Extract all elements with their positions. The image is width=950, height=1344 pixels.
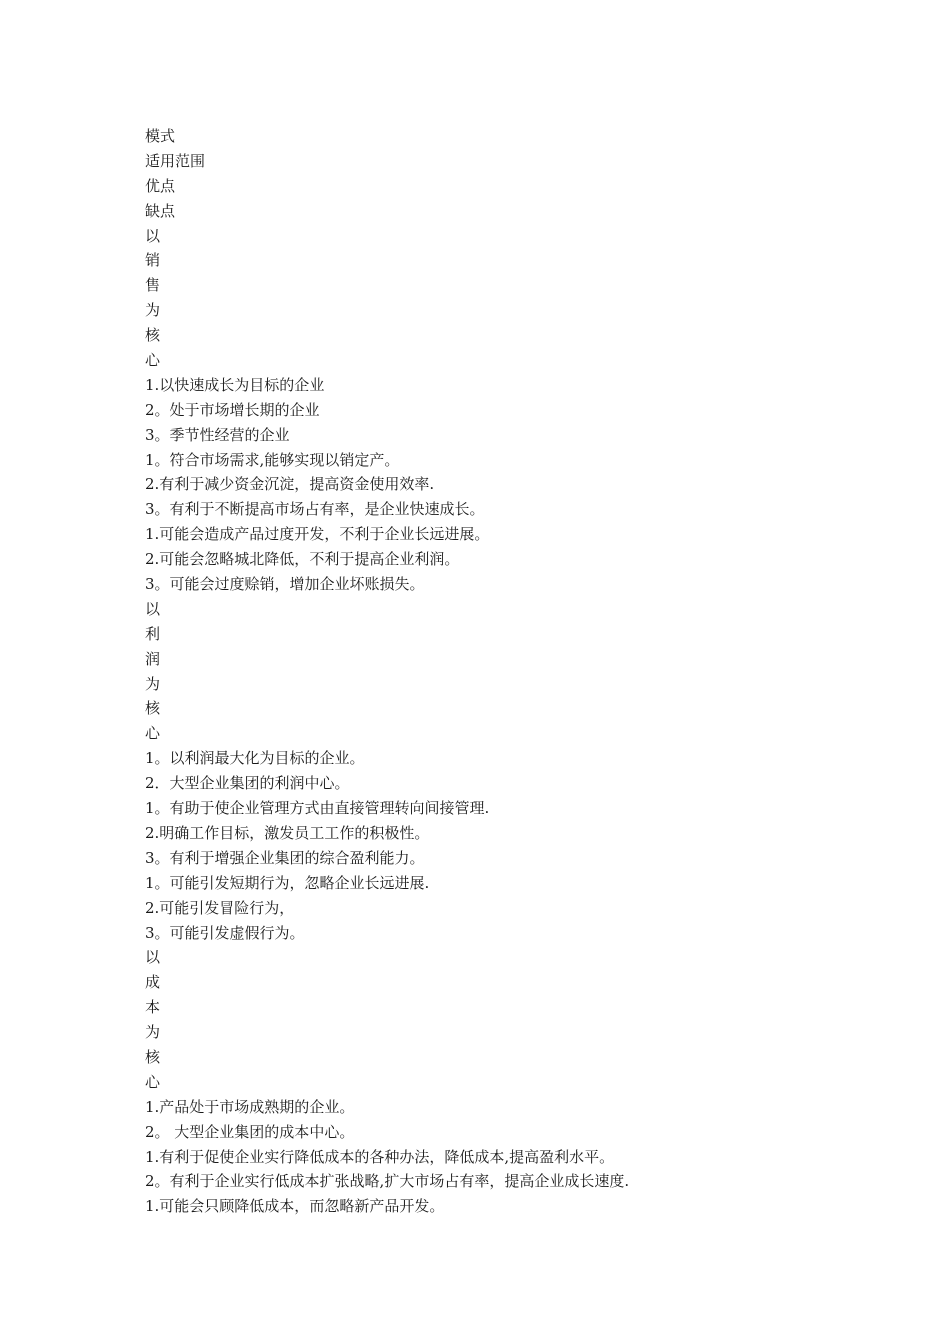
text-line: 为 (145, 1023, 161, 1042)
text-line: 以 (145, 599, 161, 618)
text-line: 模式 (145, 127, 176, 145)
text-line: 3。可能引发虚假行为。 (145, 923, 305, 942)
text-line: 核 (145, 699, 161, 718)
text-line: 3。季节性经营的企业 (145, 425, 290, 444)
text-line: 1.可能会造成产品过度开发，不利于企业长远进展。 (145, 525, 490, 544)
text-line: 为 (145, 674, 161, 693)
document-body (145, 124, 845, 1219)
text-line: 1.可能会只顾降低成本，而忽略新产品开发。 (145, 1197, 445, 1216)
text-line: 2。处于市场增长期的企业 (145, 400, 320, 419)
text-line: 2.有利于减少资金沉淀，提高资金使用效率. (145, 475, 435, 494)
text-line: 3。有利于增强企业集团的综合盈利能力。 (145, 848, 425, 867)
text-line: 2.可能会忽略城北降低，不利于提高企业利润。 (145, 550, 460, 569)
text-line: 2.可能引发冒险行为， (145, 898, 295, 917)
text-line: 核 (145, 1047, 161, 1066)
text-line: 2.明确工作目标，激发员工工作的积极性。 (145, 823, 430, 842)
text-line: 为 (145, 301, 161, 320)
text-line: 本 (145, 998, 161, 1017)
text-line: 心 (145, 1072, 161, 1091)
text-line: 1.有利于促使企业实行降低成本的各种办法，降低成本,提高盈利水平。 (145, 1147, 615, 1166)
text-line: 以 (145, 948, 161, 967)
text-line: 优点 (145, 176, 176, 195)
text-line: 成 (145, 973, 161, 992)
text-line: 适用范围 (145, 151, 206, 170)
text-line: 核 (145, 326, 161, 345)
text-line: 2。 大型企业集团的成本中心。 (145, 1122, 355, 1141)
text-line: 缺点 (145, 201, 176, 220)
text-line: 1。可能引发短期行为，忽略企业长远进展. (145, 873, 430, 892)
text-line: 以 (145, 226, 161, 245)
text-line: 2。有利于企业实行低成本扩张战略,扩大市场占有率，提高企业成长速度. (145, 1172, 630, 1191)
text-line: 1.以快速成长为目标的企业 (145, 375, 325, 394)
text-line: 销 (145, 251, 161, 270)
text-line: 润 (145, 649, 161, 668)
text-line: 1。以利润最大化为目标的企业。 (145, 749, 365, 768)
text-line: 2．大型企业集团的利润中心。 (145, 774, 350, 793)
text-line: 售 (145, 276, 161, 295)
text-line: 1.产品处于市场成熟期的企业。 (145, 1097, 355, 1116)
text-line: 3。可能会过度赊销，增加企业坏账损失。 (145, 575, 425, 594)
text-line: 心 (145, 724, 161, 743)
text-line: 1。符合市场需求,能够实现以销定产。 (145, 450, 400, 469)
text-line: 心 (145, 351, 161, 370)
text-line: 1。有助于使企业管理方式由直接管理转向间接管理. (145, 799, 490, 818)
text-line: 利 (145, 624, 161, 643)
text-line: 3。有利于不断提高市场占有率，是企业快速成长。 (145, 500, 485, 519)
